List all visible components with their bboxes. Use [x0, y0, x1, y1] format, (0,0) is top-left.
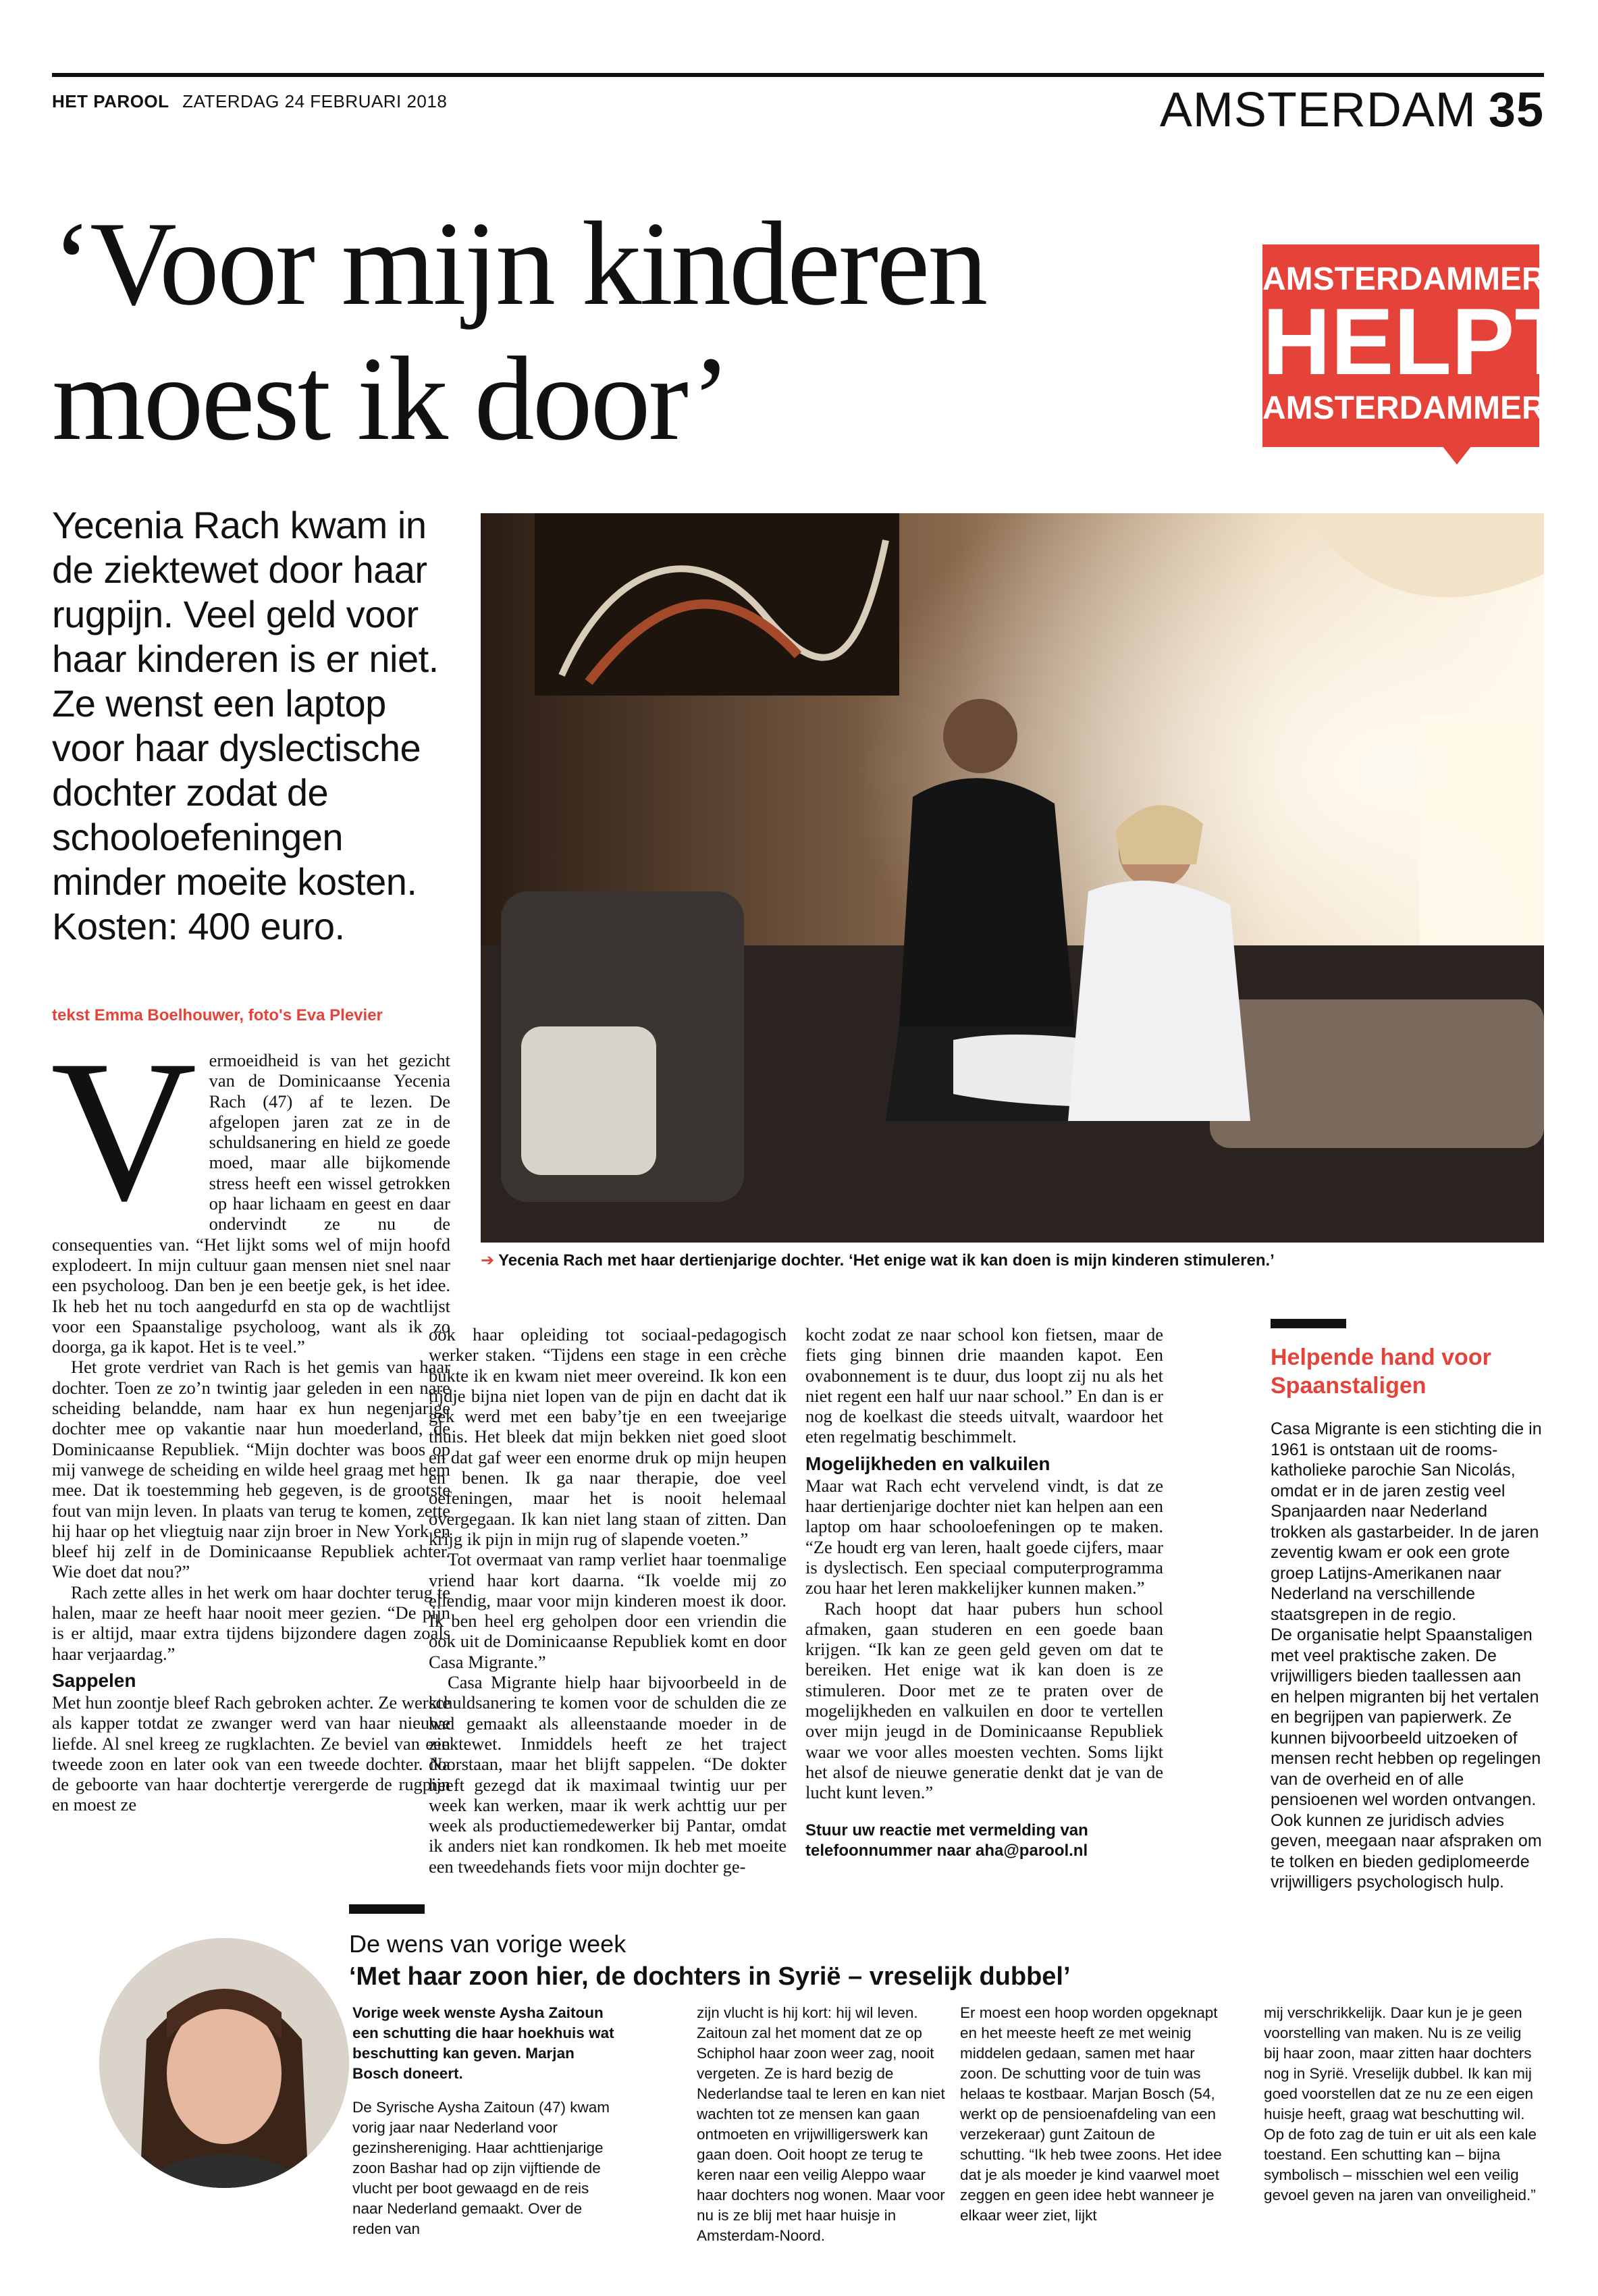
- series-badge: [1262, 244, 1572, 447]
- paragraph: ermoeidheid is van het gezicht van de Dominicaanse Yecenia Rach (47) af te lezen. De afgelopen jaren zat ze in de schuldsanering en hield ze goede moed, maar alle bijkomende stress heeft een wissel getrokken op haar lichaam en geest en daar ondervindt ze nu de consequenties van. “Het lijkt soms wel of mijn hoofd explodeert. In mijn cultuur gaan mensen niet snel naar een psycholoog. Dan ben je een beetje gek, is het idee. Ik heb het nu toch aangedurfd en sta op de wachtlijst voor een Spaanstalige psycholoog, want als ik zo doorga, ga ik kapot. Het is te veel.”: [52, 1050, 450, 1357]
- sidebar-rule: [1271, 1319, 1346, 1328]
- badge-line-1: AMSTERDAMMER: [1262, 261, 1545, 297]
- article-column-2: [429, 1324, 787, 1877]
- previous-column-4: [1264, 2003, 1541, 2206]
- previous-title: ‘Met haar zoon hier, de dochters in Syrië – vreselijk dubbel’: [349, 1962, 1071, 1991]
- paragraph: Maar wat Rach echt vervelend vindt, is dat ze haar dertienjarige dochter niet kan helpen aan een laptop om haar schooloefeningen op te maken. “Ze houdt erg van leren, haalt goede cijfers, maar is dyslectisch. Een speciaal computerprogramma zou haar het leren makkelijker kunnen maken.”: [805, 1475, 1163, 1598]
- paragraph: kocht zodat ze naar school kon fietsen, maar de fiets ging binnen drie maanden kapot. Een ovabonnement is te duur, dus loopt zij nu als het niet regent een half uur naar school.” En dan is er nog de koelkast die steeds uitvalt, waardoor het eten regelmatig beschimmelt.: [805, 1324, 1163, 1447]
- previous-column-3: [960, 2003, 1223, 2226]
- paragraph: Met hun zoontje bleef Rach gebroken achter. Ze werkte als kapper totdat ze zwanger werd van haar nieuwe liefde. Al snel kreeg ze rugklachten. Ze beviel van een tweede zoon en later ook van een tweede dochter. Na de geboorte van haar dochtertje verergerde de rugpijn en moest ze: [52, 1692, 450, 1815]
- paragraph: Er moest een hoop worden opgeknapt en het meeste heeft ze met weinig middelen gedaan, samen met haar zoon. De schutting voor de tuin was helaas te kostbaar. Marjan Bosch (54, werkt op de pensioenafdeling van een verzekeraar) gunt Zaitoun de schutting. “Ik heb twee zoons. Het idee dat je als moeder je kind vaarwel moet zeggen en geen idee hebt wanneer je elkaar weer ziet, lijkt: [960, 2004, 1222, 2224]
- paragraph: Het grote verdriet van Rach is het gemis van haar dochter. Toen ze zo’n twintig jaar geleden in een nare scheiding belandde, nam haar ex hun negenjarige dochter mee op vakantie naar hun moederland, de Dominicaanse Republiek. “Mijn dochter was boos op mij vanwege de scheiding en wilde heel graag met hem mee. Dat ik toestemming heb gegeven, is de grootste fout van mijn leven. In plaats van terug te komen, zette hij haar op het vliegtuig naar zijn broer in New York en bleef hij zelf in de Dominicaanse Republiek achter. Wie doet dat nou?”: [52, 1357, 450, 1582]
- section-name: AMSTERDAM: [1159, 83, 1476, 137]
- badge-line-2: HELPT: [1262, 288, 1572, 394]
- sidebar-text: [1271, 1419, 1544, 1893]
- subheading: Mogelijkheden en valkuilen: [805, 1453, 1050, 1474]
- paragraph: Rach zette alles in het werk om haar dochter terug te halen, maar ze heeft haar nooit meer gezien. “De pijn is er altijd, maar extra tijdens bijzondere dagen zoals haar verjaardag.”: [52, 1582, 450, 1664]
- paragraph: Casa Migrante hielp haar bijvoorbeeld in de schuldsanering te komen voor de schulden die ze had gemaakt als alleenstaande moeder in de ziektewet. Inmiddels heeft ze het traject doorstaan, maar het blijft sappelen. “De dokter heeft gezegd dat ik maximaal twintig uur per week kan werken, maar ik werk achttig uur per week als productiemedewerker bij Pantar, omdat ik anders niet kan rondkomen. Ik heb met moeite een tweedehands fiets voor mijn dochter ge-: [429, 1672, 787, 1877]
- sidebar-paragraph: De organisatie helpt Spaanstaligen met veel praktische zaken. De vrijwilligers bieden taallessen aan en helpen migranten bij het vertalen en begrijpen van papierwerk. Ze kunnen bijvoorbeeld uitzoeken of mensen recht hebben op regelingen van de overheid en of alle pensioenen wel worden ontvangen. Ook kunnen ze juridisch advies geven, meegaan naar afspraken om te tolken en bieden gediplomeerde vrijwilligers psychologisch hulp.: [1271, 1625, 1542, 1891]
- previous-column-2: [697, 2003, 960, 2246]
- article-column-3: [805, 1324, 1163, 1861]
- sidebar-title: Helpende hand voor Spaanstaligen: [1271, 1345, 1491, 1399]
- paragraph: zijn vlucht is hij kort: hij wil leven. Zaitoun zal het moment dat ze op Schiphol haar zoon weer zag, nooit vergeten. Ze is hard bezig de Nederlandse taal te leren en kan niet wachten tot ze mensen kan gaan ontmoeten en vrijwilligerswerk kan gaan doen. Ooit hoopt ze terug te keren naar een veilig Aleppo waar haar dochters nog wonen. Maar voor nu is ze blij met haar huisje in Amsterdam-Noord.: [697, 2004, 945, 2244]
- reader-call-to-action: Stuur uw reactie met vermelding van telefoonnummer naar aha@parool.nl: [805, 1821, 1088, 1860]
- photo-caption: [481, 1251, 1275, 1270]
- paragraph: ook haar opleiding tot sociaal-pedagogisch werker staken. “Tijdens een stage in een crèche bukte ik en kwam niet meer overeind. Ik kon een tijdje bijna niet lopen van de pijn en dacht dat ik gek werd met een baby’tje en een tweejarige thuis. Het bleek dat mijn bekken niet goed sloot en dat gaf weer een enorme druk op mijn heupen en benen. Ik ga naar therapie, doe veel oefeningen, maar het is nooit helemaal overgegaan. Ik kan niet lang staan of zitten. Dan krijg ik pijn in mijn rug of slapende voeten.”: [429, 1324, 787, 1549]
- top-rule: [52, 73, 1544, 77]
- headline-line-2: moest ik door’: [52, 332, 729, 465]
- paragraph: mij verschrikkelijk. Daar kun je je geen voorstelling van maken. Nu is ze veilig bij haar zoon, maar zitten haar dochters nog in Syrië. Vreselijk dubbel. Ik kan mij goed voorstellen dat ze nu ze een eigen huisje heeft, graag wat beschutting wil. Op de foto zag de tuin er uit als een kale toestand. Een schutting kan – bijna symbolisch – misschien wel een veilig gevoel geven na jaren van onveiligheid.”: [1264, 2004, 1537, 2203]
- previous-column-1: [352, 2003, 616, 2239]
- masthead: [52, 91, 447, 112]
- intro-text: Yecenia Rach kwam in de ziektewet door haar rugpijn. Veel geld voor haar kinderen is er niet. Ze wenst een laptop voor haar dyslectische dochter zodat de schooloefeningen minder moeite kosten. Kosten: 400 euro.: [52, 504, 439, 947]
- sidebar-box: [1271, 1319, 1544, 1893]
- paragraph: De Syrische Aysha Zaitoun (47) kwam vorig jaar naar Nederland voor gezinshereniging. Haar achttienjarige zoon Bashar had op zijn vijftiende de vlucht per boot gewaagd en de reis naar Nederland gemaakt. Over de reden van: [352, 2099, 610, 2237]
- portrait-photo: [99, 1938, 349, 2188]
- headline: [52, 196, 1200, 466]
- page-number: 35: [1488, 83, 1544, 137]
- photo-illustration: [481, 513, 1544, 1243]
- caption-arrow-icon: ➔: [481, 1251, 495, 1270]
- badge-tail: [1442, 446, 1472, 465]
- paragraph: Rach hoopt dat haar pubers hun school afmaken, gaan studeren en een goede baan krijgen. “Ik kan ze geen geld geven om dat te bereiken. Het enige wat ik kan doen is ze stimuleren. Door met ze te praten over de mogelijkheden en valkuilen en door te vertellen over mijn jeugd in de Dominicaanse Republiek waar we voor alles moesten vechten. Soms lijkt het alsof de nieuwe generatie denkt dat je van de lucht kunt leven.”: [805, 1598, 1163, 1803]
- previous-lead: Vorige week wenste Aysha Zaitoun een schutting die haar hoekhuis wat beschutting kan geven. Marjan Bosch doneert.: [352, 2004, 614, 2082]
- paragraph: Tot overmaat van ramp verliet haar toenmalige vriend haar kort daarna. “Ik voelde mij zo ellendig, maar voor mijn kinderen moest ik door. Ik ben heel erg geholpen door een vriendin die ook uit de Dominicaanse Republiek komt en door Casa Migrante.”: [429, 1549, 787, 1672]
- paper-name: HET PAROOL: [52, 91, 169, 111]
- headline-line-1: ‘Voor mijn kinderen: [52, 197, 986, 330]
- main-photo: [481, 513, 1544, 1243]
- previous-rule: [349, 1904, 425, 1914]
- portrait-illustration: [99, 1938, 349, 2188]
- issue-date: ZATERDAG 24 FEBRUARI 2018: [182, 91, 448, 111]
- subheading: Sappelen: [52, 1669, 136, 1691]
- previous-kicker: De wens van vorige week: [349, 1930, 627, 1958]
- sidebar-paragraph: Casa Migrante is een stichting die in 1961 is ontstaan uit de rooms-katholieke parochie San Nicolás, omdat er in de jaren zestig veel Spanjaarden naar Nederland trokken als gastarbeider. In de jaren zeventig kwam er ook een grote groep Latijns-Amerikanen naar Nederland na verschillende staatsgrepen in de regio.: [1271, 1419, 1542, 1624]
- caption-text: Yecenia Rach met haar dertienjarige dochter. ‘Het enige wat ik kan doen is mijn kinderen stimuleren.’: [498, 1251, 1275, 1270]
- byline: tekst Emma Boelhouwer, foto's Eva Plevier: [52, 1006, 383, 1024]
- drop-cap: V: [51, 1018, 197, 1243]
- badge-line-3: AMSTERDAMMER: [1262, 390, 1545, 426]
- article-column-1: [51, 1018, 450, 1815]
- section-header: [1160, 82, 1544, 138]
